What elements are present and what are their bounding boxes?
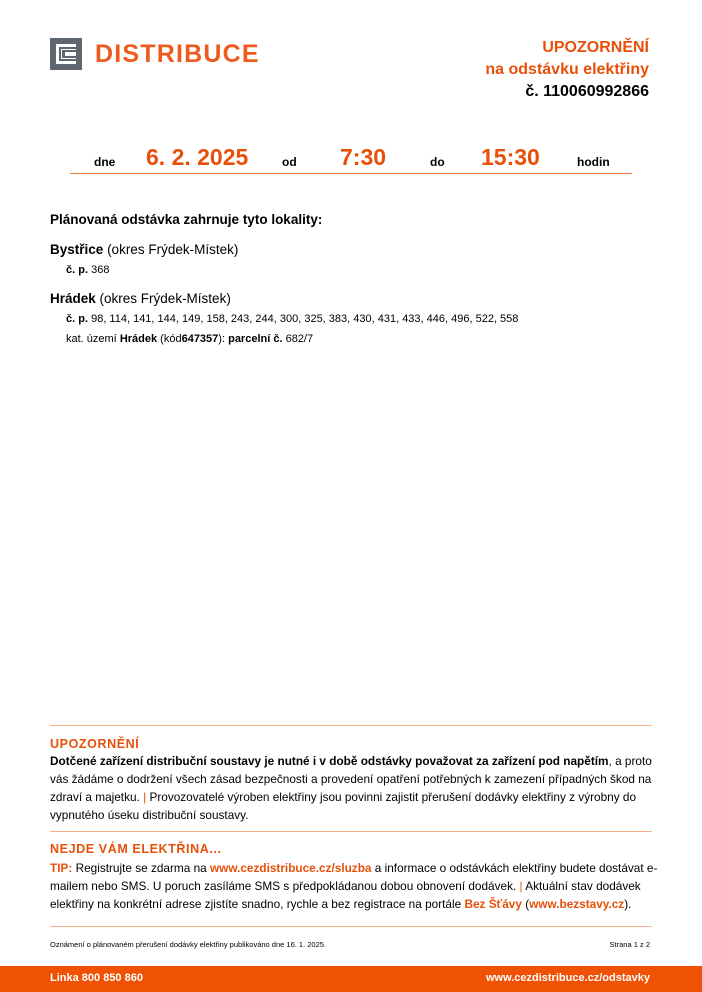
publication-note: Oznámení o plánovaném přerušení dodávky elektřiny publikováno dne 16. 1. 2025. [50, 940, 327, 949]
warning-title: UPOZORNĚNÍ [50, 737, 140, 751]
divider [50, 926, 652, 927]
from-label: od [282, 155, 297, 169]
cez-e-logo-icon [50, 38, 82, 70]
notice-subtitle: na odstávku elektřiny [485, 61, 649, 78]
tip-text1: Registrujte se zdarma na [75, 861, 207, 875]
cadastral-code: 647357 [181, 333, 219, 345]
notice-header [485, 37, 649, 103]
hotline[interactable]: Linka 800 850 860 [50, 972, 143, 984]
paren: ). [624, 897, 632, 911]
house-numbers [66, 313, 518, 325]
parcel-value: 682/7 [285, 333, 314, 345]
notice-title: UPOZORNĚNÍ [542, 39, 649, 56]
warning-text2: Provozovatelé výroben elektřiny jsou povinni zajistit přerušení dodávky elektřiny z výrobny do vypnutého úseku distribuční soustavy. [50, 790, 637, 822]
tip-text3: Aktuální stav dodávek elektřiny na konkrétní adrese zjistíte snadno, rychle a bez registrace na portále [50, 879, 641, 911]
schedule-row [70, 143, 632, 174]
parcel-label: parcelní č. [228, 333, 283, 345]
location-district: (okres Frýdek-Místek) [99, 291, 231, 306]
warning-text1: , a proto vás žádáme o dodržení všech zásad bezpečnosti a provedení opatření potřebných k zamezení případných škod na zdraví a majetku. [50, 754, 652, 804]
location-heading [50, 291, 231, 306]
location-heading [50, 242, 238, 257]
bezstavy-link[interactable]: www.bezstavy.cz [529, 897, 625, 911]
cp-label: č. p. [66, 313, 89, 325]
outage-date: 6. 2. 2025 [146, 144, 249, 170]
to-label: do [430, 155, 445, 169]
page-number: Strana 1 z 2 [609, 940, 650, 949]
separator: | [143, 790, 147, 804]
footer-bar [0, 966, 702, 992]
tip-label: TIP: [50, 861, 73, 875]
date-label: dne [94, 155, 116, 169]
localities-intro: Plánovaná odstávka zahrnuje tyto lokality: [50, 212, 323, 227]
logo-text: DISTRIBUCE [95, 40, 260, 68]
divider [50, 831, 652, 832]
code-suffix: ): [218, 333, 226, 345]
cadastral-prefix: kat. území [66, 333, 117, 345]
footer-url-link[interactable]: www.cezdistribuce.cz/odstavky [485, 972, 650, 984]
warning-text [50, 752, 660, 824]
warning-bold: Dotčené zařízení distribuční soustavy je nutné i v době odstávky považovat za zařízení pod napětím [50, 754, 609, 768]
divider [50, 725, 652, 726]
registration-link[interactable]: www.cezdistribuce.cz/sluzba [209, 861, 372, 875]
no-power-text [50, 859, 660, 913]
cadastral-name: Hrádek [119, 333, 158, 345]
notice-number: č. 110060992866 [525, 83, 649, 100]
location-name: Bystřice [50, 242, 104, 257]
outage-end-time: 15:30 [481, 144, 540, 170]
paren: ( [525, 897, 530, 911]
portal-name: Bez Šťávy [464, 897, 522, 911]
outage-start-time: 7:30 [340, 144, 387, 170]
cp-values: 368 [91, 264, 110, 276]
location-name: Hrádek [50, 291, 96, 306]
hours-label: hodin [577, 155, 610, 169]
code-prefix: (kód [160, 333, 182, 345]
cadastral-parcel [66, 333, 313, 345]
location-district: (okres Frýdek-Místek) [107, 242, 239, 257]
cp-values: 98, 114, 141, 144, 149, 158, 243, 244, 300, 325, 383, 430, 431, 433, 446, 496, 522, 558 [91, 313, 519, 325]
separator: | [519, 879, 523, 893]
tip-text2: a informace o odstávkách elektřiny budete dostávat e-mailem nebo SMS. U poruch zasíláme SMS s předpokládanou dobou obnovení dodávek. [50, 861, 658, 893]
cp-label: č. p. [66, 264, 89, 276]
no-power-title: NEJDE VÁM ELEKTŘINA... [50, 842, 222, 856]
house-numbers [66, 264, 109, 276]
